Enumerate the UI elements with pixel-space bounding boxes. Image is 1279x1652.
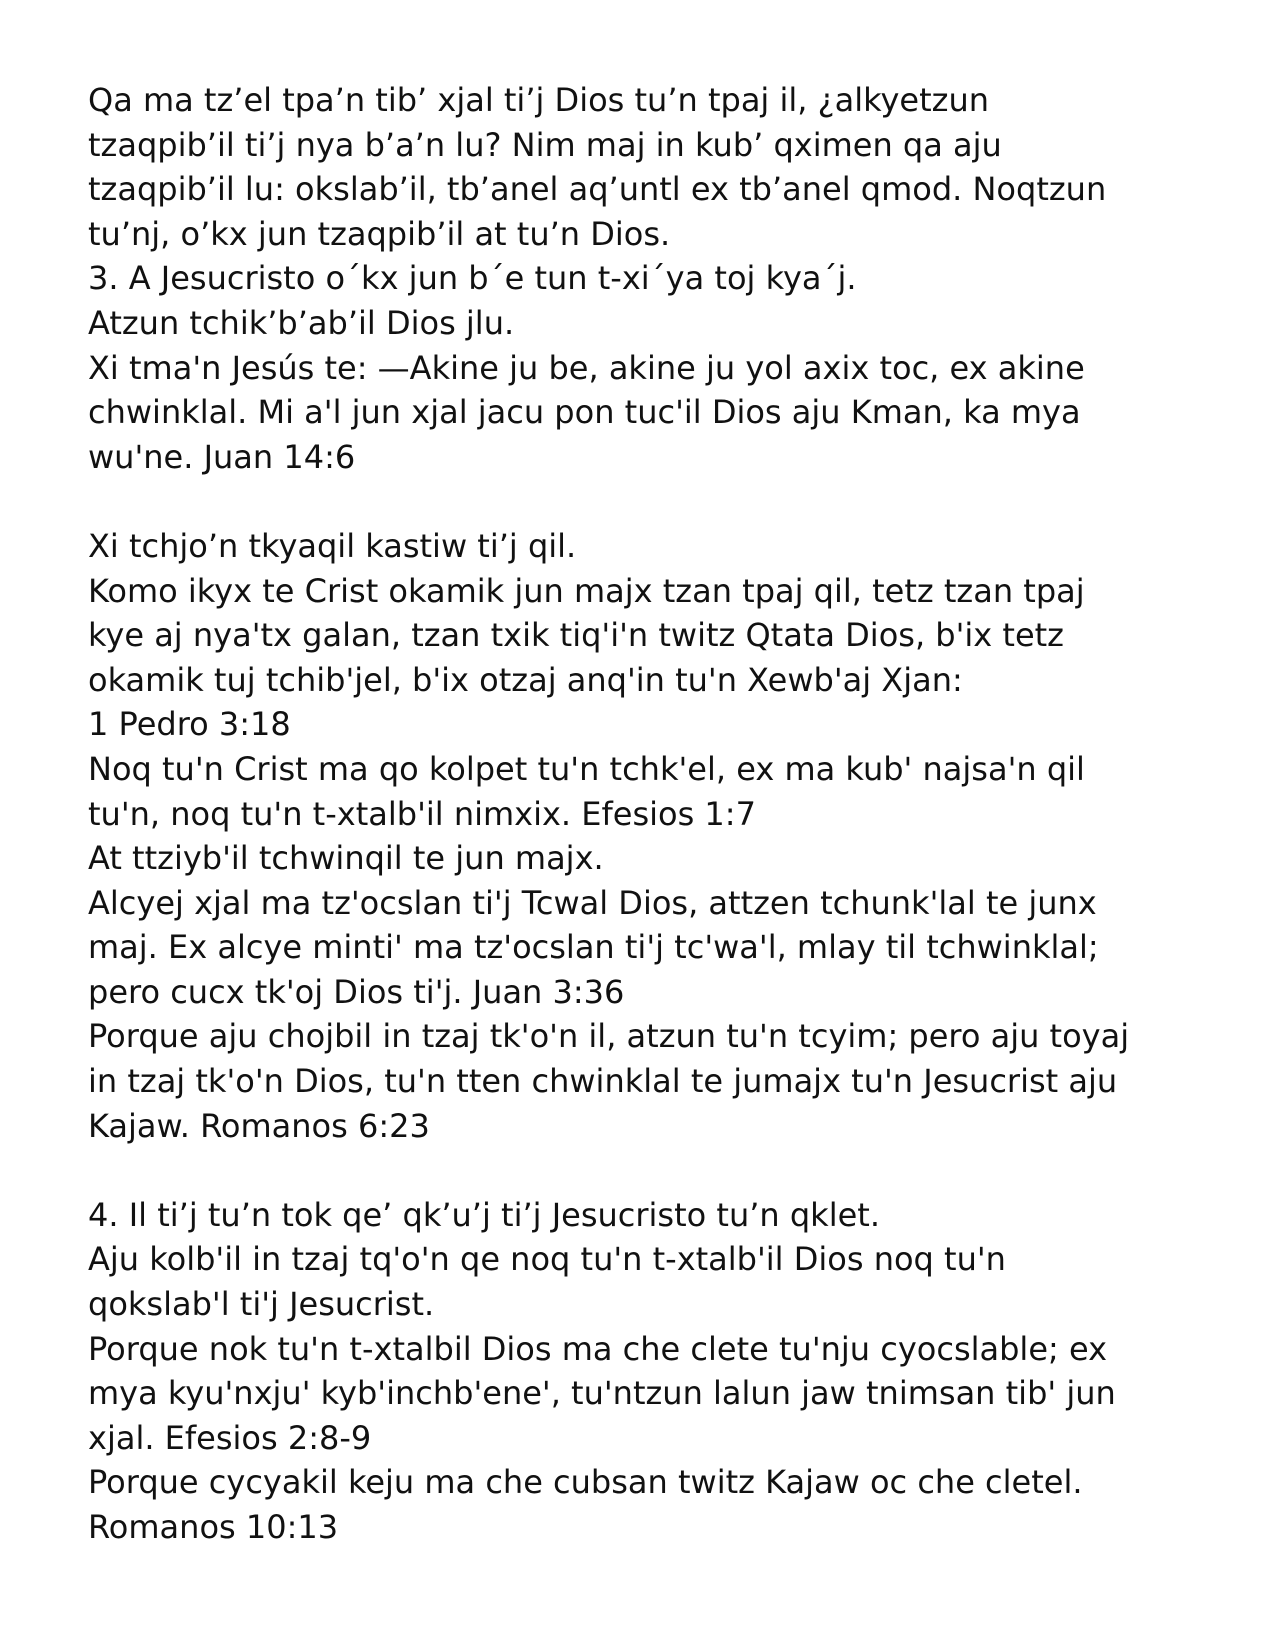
blank-line	[88, 1148, 1218, 1193]
text-line: Atzun tchik’b’ab’il Dios jlu.	[88, 303, 515, 342]
text-line: Qa ma tz’el tpa’n tib’ xjal ti’j Dios tu’n tpaj il, ¿alkyetzun	[88, 81, 990, 119]
text-line: Komo ikyx te Crist okamik jun majx tzan tpaj qil, tetz tzan tpaj	[88, 571, 1085, 610]
text-line: tzaqpib’il ti’j nya b’a’n lu? Nim maj in kub’ qximen qa aju	[88, 125, 1002, 164]
text-line: mya kyu'nxju' kyb'inchb'ene', tu'ntzun lalun jaw tnimsan tib' jun	[88, 1374, 1116, 1413]
text-line: Porque nok tu'n t-xtalbil Dios ma che clete tu'nju cyocslable; ex	[88, 1329, 1108, 1368]
text-line: 1 Pedro 3:18	[88, 705, 291, 744]
text-line: Noq tu'n Crist ma qo kolpet tu'n tchk'el, ex ma kub' najsa'n qil	[88, 749, 1085, 788]
text-line: chwinklal. Mi a'l jun xjal jacu pon tuc'il Dios aju Kman, ka mya	[88, 393, 1081, 432]
blank-line	[88, 479, 1218, 524]
text-line: qokslab'l ti'j Jesucrist.	[88, 1285, 435, 1324]
text-line: At ttziyb'il tchwinqil te jun majx.	[88, 839, 604, 878]
text-line: Porque cycyakil keju ma che cubsan twitz Kajaw oc che cletel.	[88, 1463, 1083, 1502]
text-line: maj. Ex alcye minti' ma tz'ocslan ti'j tc'wa'l, mlay til tchwinklal;	[88, 928, 1099, 967]
text-line: Kajaw. Romanos 6:23	[88, 1106, 430, 1145]
text-line: kye aj nya'tx galan, tzan txik tiq'i'n twitz Qtata Dios, b'ix tetz	[88, 616, 1064, 655]
text-line: pero cucx tk'oj Dios ti'j. Juan 3:36	[88, 972, 625, 1011]
document-body	[88, 78, 1218, 1550]
text-line: Xi tchjo’n tkyaqil kastiw ti’j qil.	[88, 526, 577, 565]
text-line: Alcyej xjal ma tz'ocslan ti'j Tcwal Dios, attzen tchunk'lal te junx	[88, 883, 1097, 922]
text-line: Romanos 10:13	[88, 1508, 339, 1546]
text-line: Porque aju chojbil in tzaj tk'o'n il, atzun tu'n tcyim; pero aju toyaj	[88, 1017, 1130, 1056]
text-line: tu’nj, o’kx jun tzaqpib’il at tu’n Dios.	[88, 214, 671, 253]
text-line: Aju kolb'il in tzaj tq'o'n qe noq tu'n t-xtalb'il Dios noq tu'n	[88, 1240, 1006, 1279]
section-heading: 4. Il ti’j tu’n tok qe’ qk’u’j ti’j Jesucristo tu’n qklet.	[88, 1195, 880, 1234]
text-line: okamik tuj tchib'jel, b'ix otzaj anq'in tu'n Xewb'aj Xjan:	[88, 660, 963, 699]
section-heading: 3. A Jesucristo o´kx jun b´e tun t-xi´ya toj kya´j.	[88, 259, 857, 298]
text-line: tu'n, noq tu'n t-xtalb'il nimxix. Efesios 1:7	[88, 794, 756, 833]
text-line: in tzaj tk'o'n Dios, tu'n tten chwinklal te jumajx tu'n Jesucrist aju	[88, 1062, 1118, 1101]
text-line: wu'ne. Juan 14:6	[88, 437, 356, 476]
text-line: xjal. Efesios 2:8-9	[88, 1418, 372, 1457]
text-line: Xi tma'n Jesús te: —Akine ju be, akine ju yol axix toc, ex akine	[88, 348, 1085, 387]
text-line: tzaqpib’il lu: okslab’il, tb’anel aq’untl ex tb’anel qmod. Noqtzun	[88, 170, 1107, 209]
